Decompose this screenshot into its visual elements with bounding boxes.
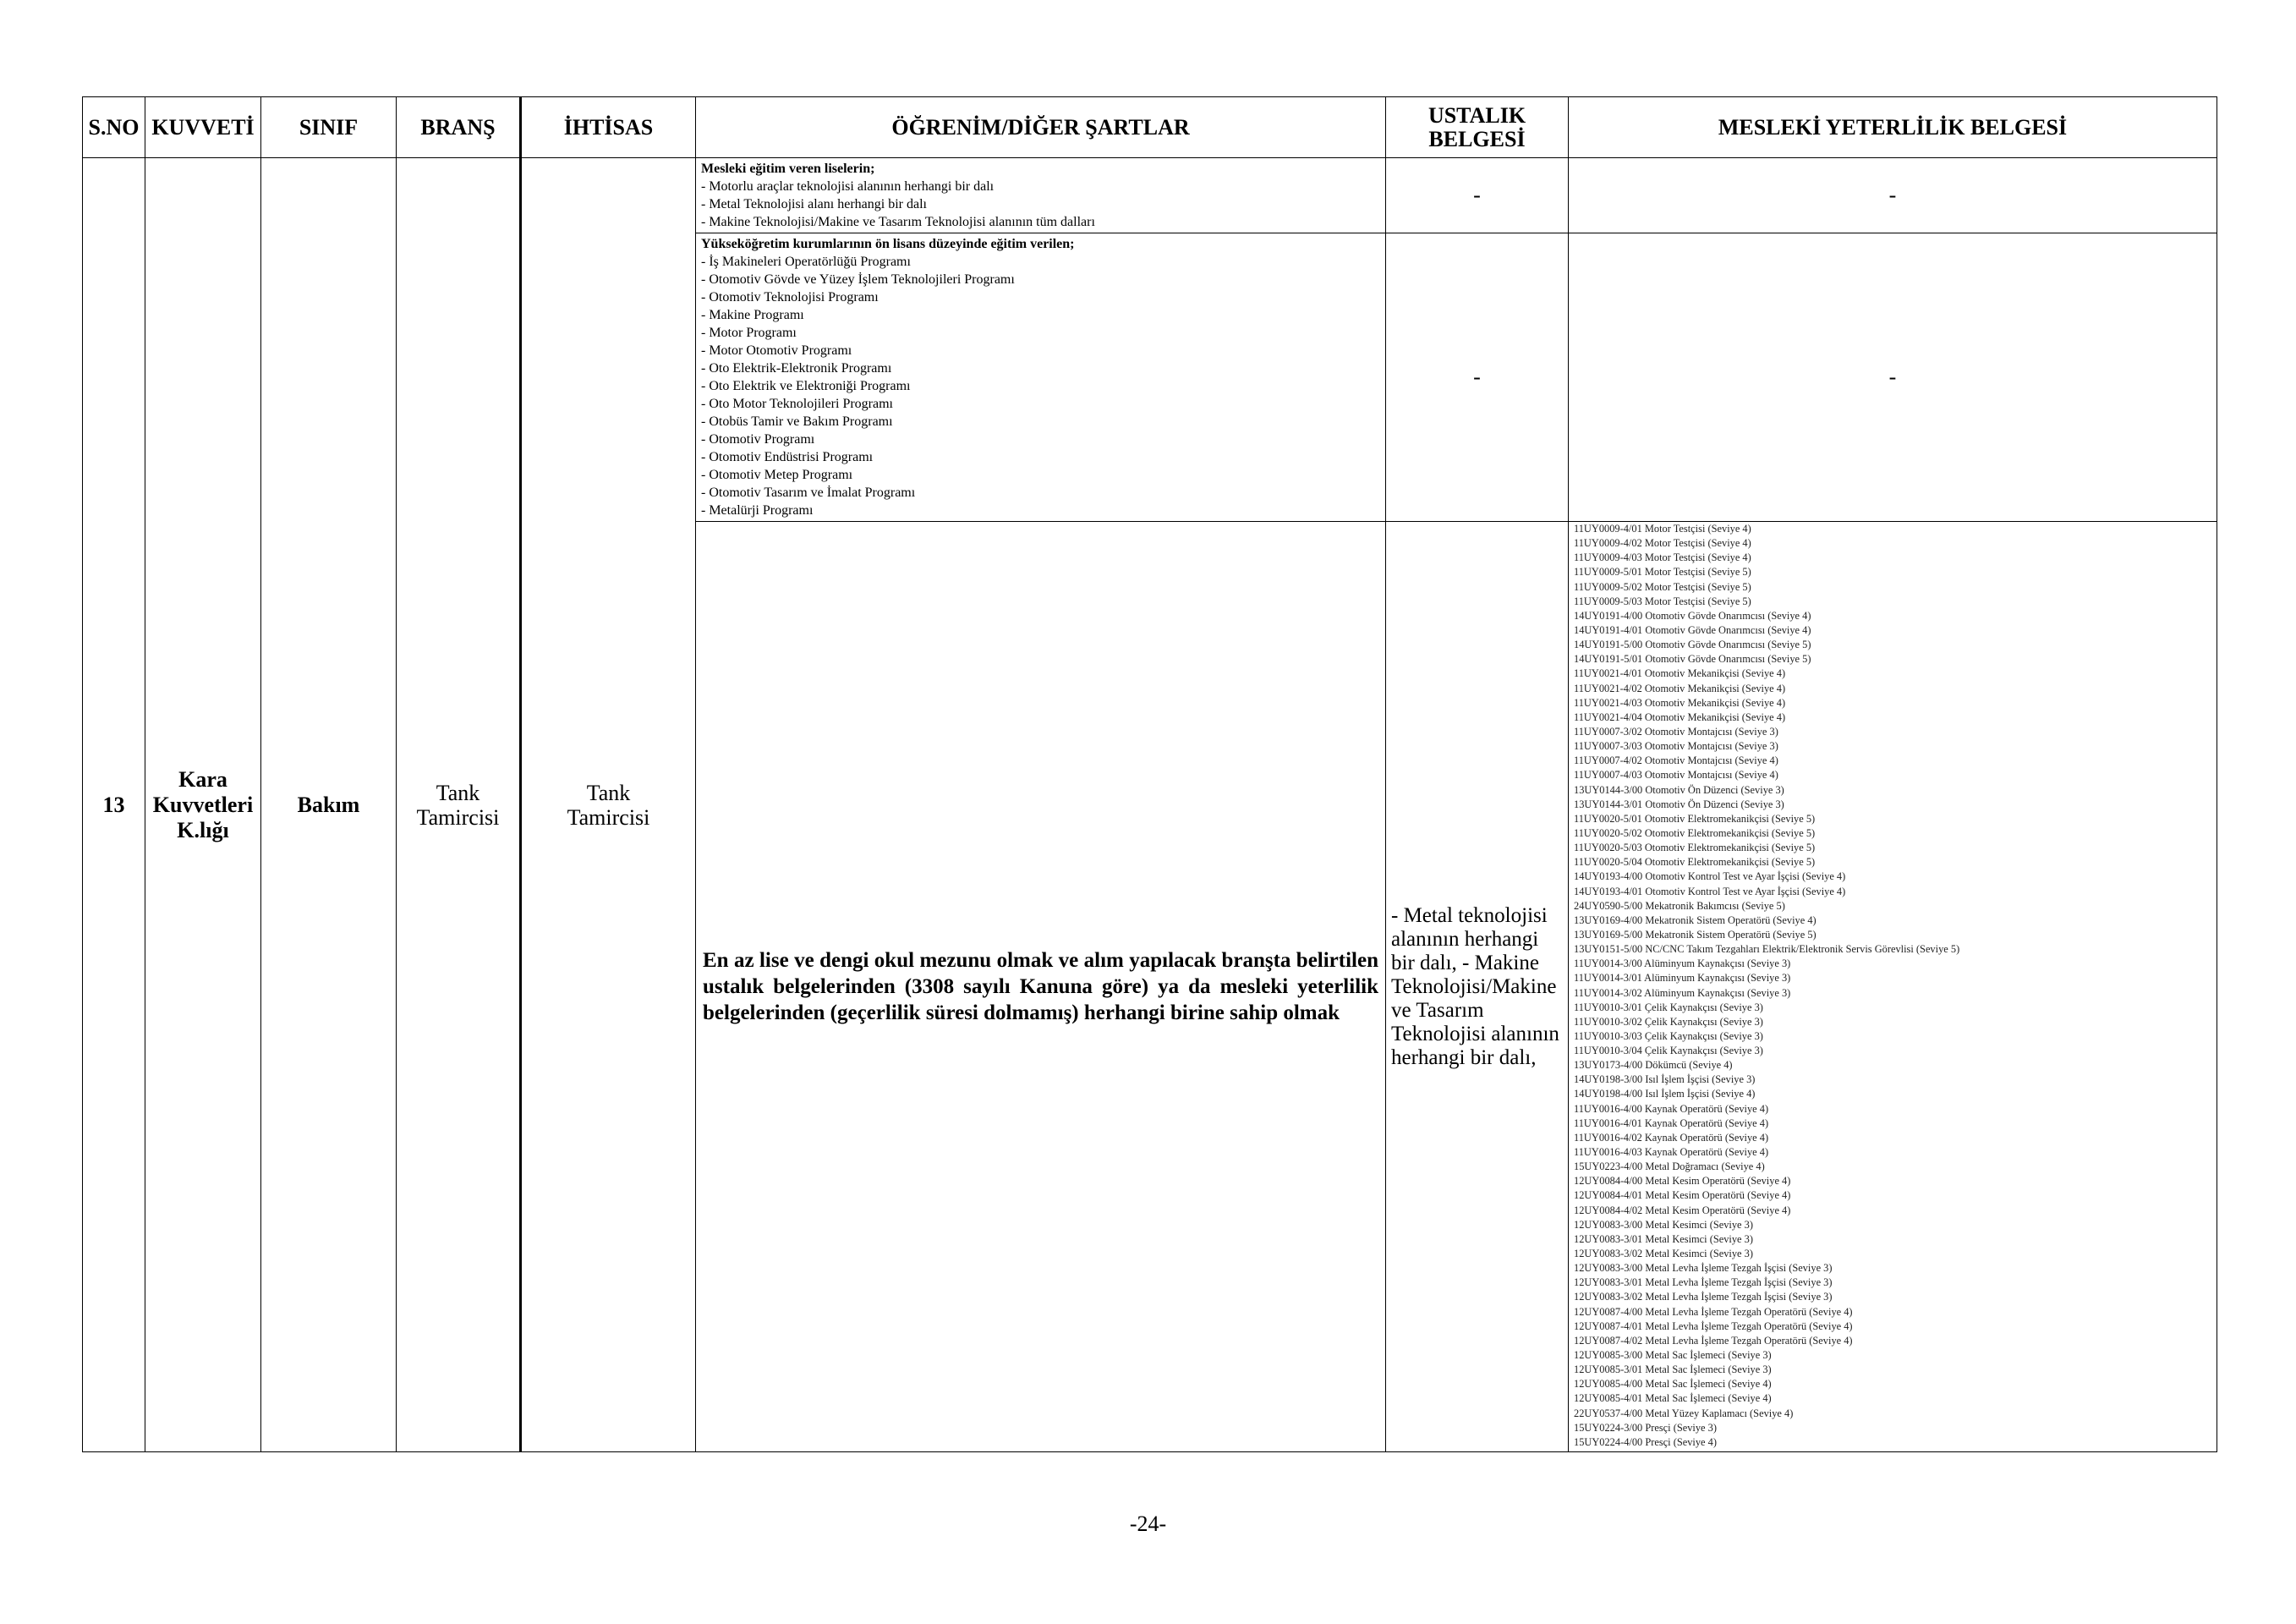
list-item: 12UY0083-3/02 Metal Levha İşleme Tezgah İşçisi (Seviye 3) — [1574, 1291, 1833, 1303]
list-item: 12UY0083-3/01 Metal Levha İşleme Tezgah İşçisi (Seviye 3) — [1574, 1276, 1833, 1289]
list-item: 22UY0537-4/00 Metal Yüzey Kaplamacı (Seviye 4) — [1574, 1407, 1794, 1419]
header-ihtisas: İHTİSAS — [521, 97, 696, 158]
list-item: 11UY0016-4/02 Kaynak Operatörü (Seviye 4) — [1574, 1131, 1769, 1144]
list-item: 12UY0087-4/02 Metal Levha İşleme Tezgah Operatörü (Seviye 4) — [1574, 1334, 1853, 1347]
row-kuvveti — [145, 158, 261, 1452]
list-item: - Metal Teknolojisi alanı herhangi bir dalı — [701, 197, 927, 211]
list-item: 13UY0173-4/00 Dökümcü (Seviye 4) — [1574, 1059, 1733, 1072]
list-item: 12UY0084-4/00 Metal Kesim Operatörü (Seviye 4) — [1574, 1175, 1791, 1188]
list-item: 12UY0083-3/00 Metal Kesimci (Seviye 3) — [1574, 1218, 1753, 1231]
list-item: - Metalürji Programı — [701, 503, 814, 518]
list-item: 11UY0009-4/01 Motor Testçisi (Seviye 4) — [1574, 523, 1751, 535]
list-item: 11UY0016-4/00 Kaynak Operatörü (Seviye 4) — [1574, 1102, 1769, 1115]
req-onlisans-cell — [696, 233, 1386, 522]
list-item: 11UY0020-5/02 Otomotiv Elektromekanikçisi (Seviye 5) — [1574, 826, 1816, 839]
belge-items — [1574, 522, 2211, 1448]
list-item: 12UY0083-3/00 Metal Levha İşleme Tezgah İşçisi (Seviye 3) — [1574, 1262, 1833, 1275]
list-item: 14UY0198-3/00 Isıl İşlem İşçisi (Seviye 3) — [1574, 1073, 1756, 1086]
list-item: 15UY0223-4/00 Metal Doğramacı (Seviye 4) — [1574, 1160, 1765, 1173]
list-item: - Otomotiv Endüstrisi Programı — [701, 450, 874, 464]
list-item: 13UY0144-3/01 Otomotiv Ön Düzenci (Seviye 3) — [1574, 798, 1784, 810]
list-item: - Motorlu araçlar teknolojisi alanının herhangi bir dalı — [701, 179, 995, 194]
list-item: - İş Makineleri Operatörlüğü Programı — [701, 255, 911, 269]
list-item: - Otomotiv Gövde ve Yüzey İşlem Teknolojileri Programı — [701, 272, 1015, 287]
list-item: 11UY0020-5/01 Otomotiv Elektromekanikçisi (Seviye 5) — [1574, 812, 1816, 825]
list-item: 12UY0083-3/02 Metal Kesimci (Seviye 3) — [1574, 1248, 1753, 1260]
row-kuvveti-text: Kara Kuvvetleri K.lığı — [152, 766, 254, 842]
list-item: 12UY0087-4/01 Metal Levha İşleme Tezgah Operatörü (Seviye 4) — [1574, 1320, 1853, 1332]
list-item: 14UY0191-5/01 Otomotiv Gövde Onarımcısı (Seviye 5) — [1574, 653, 1811, 666]
list-item: - Otomotiv Tasarım ve İmalat Programı — [701, 486, 916, 500]
list-item: - Makine Programı — [701, 308, 804, 322]
list-item: 11UY0021-4/02 Otomotiv Mekanikçisi (Seviye 4) — [1574, 682, 1786, 694]
list-item: 11UY0007-3/03 Otomotiv Montajcısı (Seviye 3) — [1574, 740, 1778, 753]
list-item: 24UY0590-5/00 Mekatronik Bakımcısı (Seviye 5) — [1574, 899, 1785, 912]
row-brans — [397, 158, 521, 1452]
req-liseler-cell — [696, 158, 1386, 233]
header-kuvveti: KUVVETİ — [145, 97, 261, 158]
list-item: - Otomotiv Programı — [701, 432, 815, 447]
header-ogrenim: ÖĞRENİM/DİĞER ŞARTLAR — [696, 97, 1386, 158]
row-ihtisas-text: Tank Tamircisi — [567, 780, 650, 830]
mesleki-belge-list — [1569, 522, 2217, 1452]
list-item: - Motor Programı — [701, 326, 797, 340]
req-onlisans-title: Yükseköğretim kurumlarının ön lisans düzeyinde eğitim verilen; — [701, 237, 1075, 251]
header-sinif: SINIF — [261, 97, 397, 158]
list-item: - Otomotiv Metep Programı — [701, 468, 853, 482]
list-item: 11UY0010-3/02 Çelik Kaynakçısı (Seviye 3) — [1574, 1015, 1763, 1028]
header-row — [83, 97, 2217, 158]
header-brans: BRANŞ — [397, 97, 521, 158]
list-item: 13UY0151-5/00 NC/CNC Takım Tezgahları Elektrik/Elektronik Servis Görevlisi (Seviye 5) — [1574, 943, 1960, 956]
requirements-table — [82, 96, 2217, 1452]
list-item: 12UY0085-4/01 Metal Sac İşlemeci (Seviye 4) — [1574, 1392, 1772, 1405]
list-item: 11UY0016-4/01 Kaynak Operatörü (Seviye 4) — [1574, 1116, 1769, 1129]
list-item: 11UY0007-3/02 Otomotiv Montajcısı (Seviye 3) — [1574, 725, 1778, 738]
list-item: 11UY0010-3/04 Çelik Kaynakçısı (Seviye 3) — [1574, 1045, 1763, 1057]
list-item: 14UY0191-4/00 Otomotiv Gövde Onarımcısı (Seviye 4) — [1574, 609, 1811, 622]
row-ihtisas — [521, 158, 696, 1452]
list-item: 11UY0021-4/03 Otomotiv Mekanikçisi (Seviye 4) — [1574, 696, 1786, 709]
req-liseler-title: Mesleki eğitim veren liselerin; — [701, 162, 875, 176]
table-row — [83, 158, 2217, 233]
list-item: 11UY0016-4/03 Kaynak Operatörü (Seviye 4) — [1574, 1146, 1769, 1159]
list-item: 11UY0014-3/01 Alüminyum Kaynakçısı (Seviye 3) — [1574, 972, 1791, 985]
req-onlisans-ustalik: - — [1386, 233, 1569, 522]
list-item: 11UY0010-3/01 Çelik Kaynakçısı (Seviye 3) — [1574, 1001, 1763, 1013]
list-item: 12UY0087-4/00 Metal Levha İşleme Tezgah Operatörü (Seviye 4) — [1574, 1305, 1853, 1318]
list-item: - Oto Elektrik-Elektronik Programı — [701, 361, 892, 376]
row-sno: 13 — [83, 158, 145, 1452]
list-item: 15UY0224-4/00 Presçi (Seviye 4) — [1574, 1435, 1717, 1448]
list-item: 14UY0191-5/00 Otomotiv Gövde Onarımcısı (Seviye 5) — [1574, 639, 1811, 651]
list-item: 11UY0010-3/03 Çelik Kaynakçısı (Seviye 3) — [1574, 1029, 1763, 1042]
req-liseler-ustalik: - — [1386, 158, 1569, 233]
list-item: 11UY0009-5/03 Motor Testçisi (Seviye 5) — [1574, 595, 1751, 607]
list-item: 13UY0169-5/00 Mekatronik Sistem Operatörü (Seviye 5) — [1574, 928, 1817, 941]
list-item: 12UY0085-4/00 Metal Sac İşlemeci (Seviye 4) — [1574, 1378, 1772, 1391]
list-item: 11UY0020-5/03 Otomotiv Elektromekanikçisi (Seviye 5) — [1574, 842, 1816, 854]
list-item: 11UY0020-5/04 Otomotiv Elektromekanikçisi (Seviye 5) — [1574, 856, 1816, 869]
list-item: 11UY0007-4/02 Otomotiv Montajcısı (Seviye 4) — [1574, 754, 1778, 767]
list-item: 14UY0193-4/01 Otomotiv Kontrol Test ve Ayar İşçisi (Seviye 4) — [1574, 885, 1846, 897]
list-item: 11UY0021-4/01 Otomotiv Mekanikçisi (Seviye 4) — [1574, 667, 1786, 680]
list-item: 15UY0224-3/00 Presçi (Seviye 3) — [1574, 1421, 1717, 1434]
header-ustalik-text: USTALIK BELGESİ — [1427, 102, 1526, 151]
page-number: -24- — [1129, 1512, 1167, 1536]
list-item: - Motor Otomotiv Programı — [701, 343, 852, 358]
list-item: 12UY0084-4/02 Metal Kesim Operatörü (Seviye 4) — [1574, 1204, 1791, 1216]
list-item: 11UY0009-5/01 Motor Testçisi (Seviye 5) — [1574, 566, 1751, 579]
list-item: 13UY0169-4/00 Mekatronik Sistem Operatörü (Seviye 4) — [1574, 914, 1817, 926]
list-item: 13UY0144-3/00 Otomotiv Ön Düzenci (Seviye 3) — [1574, 783, 1784, 796]
list-item: 12UY0084-4/01 Metal Kesim Operatörü (Seviye 4) — [1574, 1189, 1791, 1202]
list-item: 12UY0085-3/01 Metal Sac İşlemeci (Seviye 3) — [1574, 1363, 1772, 1376]
req-lise-belge-cell: En az lise ve dengi okul mezunu olmak ve alım yapılacak branşta belirtilen ustalık belgelerinden (3308 sayılı Kanuna göre) ya da mesleki yeterlilik belgelerinden (geçerlilik süresi dolmamış) herhangi birine sahip olmak — [696, 522, 1386, 1452]
list-item: 14UY0191-4/01 Otomotiv Gövde Onarımcısı (Seviye 4) — [1574, 623, 1811, 636]
row-brans-text: Tank Tamircisi — [416, 780, 500, 830]
list-item: 14UY0198-4/00 Isıl İşlem İşçisi (Seviye 4) — [1574, 1088, 1756, 1100]
list-item: 11UY0021-4/04 Otomotiv Mekanikçisi (Seviye 4) — [1574, 710, 1786, 723]
list-item: 11UY0014-3/02 Alüminyum Kaynakçısı (Seviye 3) — [1574, 986, 1791, 999]
req-liseler-mesleki: - — [1569, 158, 2217, 233]
list-item: 11UY0009-4/02 Motor Testçisi (Seviye 4) — [1574, 537, 1751, 550]
list-item: - Otomotiv Teknolojisi Programı — [701, 290, 879, 304]
list-item: 11UY0014-3/00 Alüminyum Kaynakçısı (Seviye 3) — [1574, 957, 1791, 970]
list-item: 11UY0009-5/02 Motor Testçisi (Seviye 5) — [1574, 580, 1751, 593]
header-mesleki: MESLEKİ YETERLİLİK BELGESİ — [1569, 97, 2217, 158]
header-sno: S.NO — [83, 97, 145, 158]
list-item: 14UY0193-4/00 Otomotiv Kontrol Test ve Ayar İşçisi (Seviye 4) — [1574, 870, 1846, 883]
list-item: - Oto Motor Teknolojileri Programı — [701, 397, 893, 411]
row-sinif: Bakım — [261, 158, 397, 1452]
list-item: 12UY0083-3/01 Metal Kesimci (Seviye 3) — [1574, 1232, 1753, 1245]
list-item: 12UY0085-3/00 Metal Sac İşlemeci (Seviye 3) — [1574, 1349, 1772, 1362]
req-lise-ustalik: - Metal teknolojisi alanının herhangi bir dalı, - Makine Teknolojisi/Makine ve Tasarım Teknolojisi alanının herhangi bir dalı, — [1386, 522, 1569, 1452]
req-onlisans-mesleki: - — [1569, 233, 2217, 522]
header-ustalik — [1386, 97, 1569, 158]
list-item: - Oto Elektrik ve Elektroniği Programı — [701, 379, 911, 393]
list-item: - Makine Teknolojisi/Makine ve Tasarım Teknolojisi alanının tüm dalları — [701, 215, 1095, 229]
list-item: - Otobüs Tamir ve Bakım Programı — [701, 414, 893, 429]
list-item: 11UY0007-4/03 Otomotiv Montajcısı (Seviye 4) — [1574, 769, 1778, 782]
list-item: 11UY0009-4/03 Motor Testçisi (Seviye 4) — [1574, 551, 1751, 564]
